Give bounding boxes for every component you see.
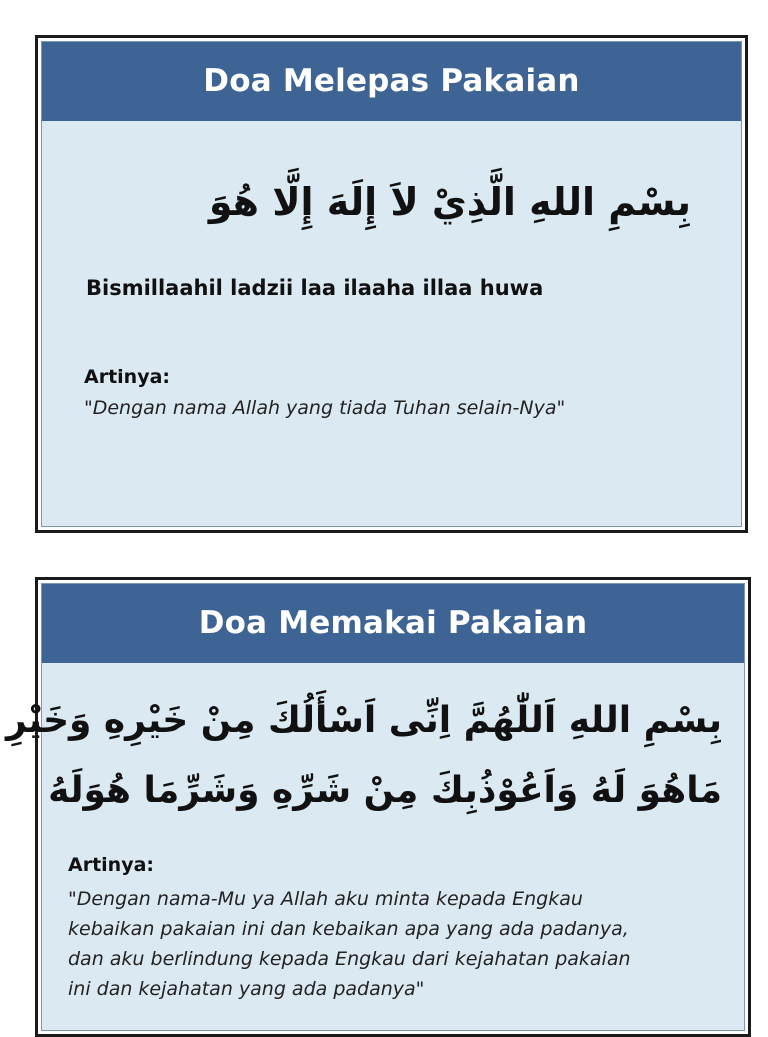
- arabic-prayer-line-1: بِسْمِ اللهِ اَللّٰهُمَّ اِنِّى اَسْأَلُكَ مِنْ خَيْرِهِ وَخَيْرِ: [5, 700, 722, 741]
- meaning-line: dan aku berlindung kepada Engkau dari kejahatan pakaian: [68, 948, 631, 970]
- arabic-prayer-line-2: مَاهُوَ لَهُ وَاَعُوْذُبِكَ مِنْ شَرِّهِ وَشَرِّمَا هُوَلَهُ: [48, 770, 722, 811]
- arabic-prayer-text: بِسْمِ اللهِ الَّذِيْ لاَ إِلَهَ إِلَّا هُوَ: [208, 180, 691, 224]
- meaning-line: kebaikan pakaian ini dan kebaikan apa yang ada padanya,: [68, 918, 629, 940]
- prayer-card-dressing: [5, 577, 751, 1037]
- card-title: Doa Melepas Pakaian: [42, 42, 741, 121]
- meaning-text: [68, 884, 728, 1004]
- meaning-text: "Dengan nama Allah yang tiada Tuhan selain-Nya": [84, 397, 566, 419]
- meaning-line: "Dengan nama-Mu ya Allah aku minta kepada Engkau: [68, 888, 583, 910]
- card-panel: [5, 583, 745, 1031]
- card-title: Doa Memakai Pakaian: [42, 584, 744, 663]
- prayer-card-undressing: [35, 35, 748, 533]
- transliteration-text: Bismillaahil ladzii laa ilaaha illaa huwa: [86, 276, 544, 300]
- card-panel: [41, 41, 742, 527]
- meaning-line: ini dan kejahatan yang ada padanya": [68, 978, 425, 1000]
- meaning-label: Artinya:: [84, 366, 171, 388]
- meaning-label: Artinya:: [68, 854, 155, 876]
